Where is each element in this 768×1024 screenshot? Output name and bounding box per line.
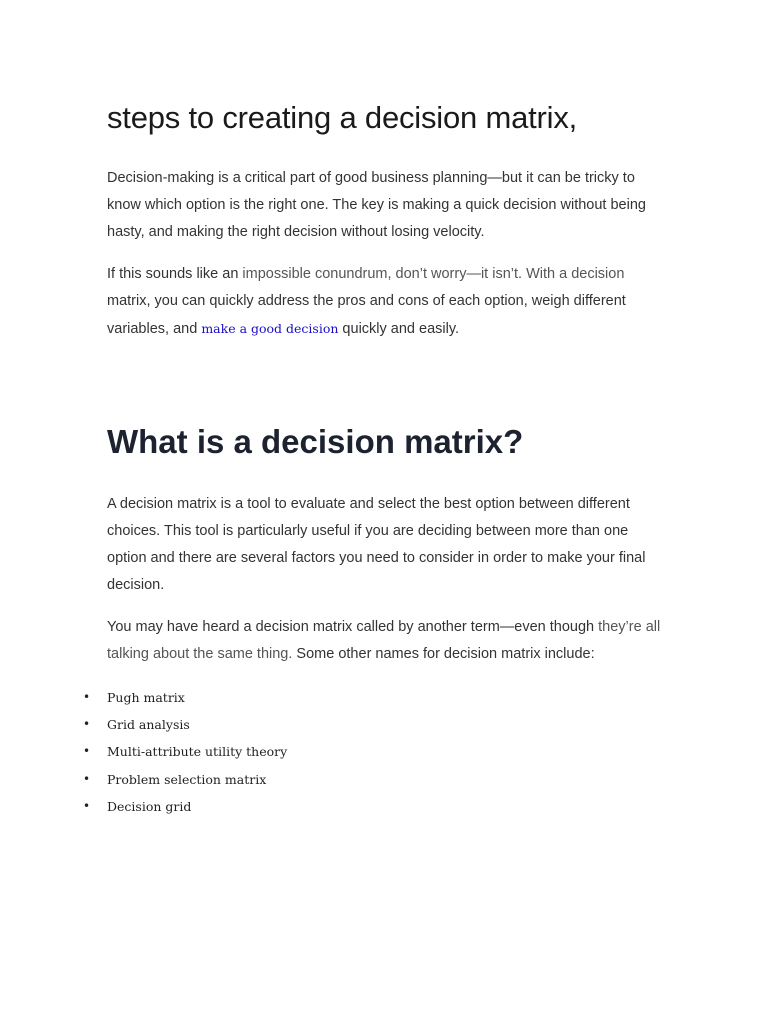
- intro-2-text-end: quickly and easily.: [338, 321, 460, 337]
- bullet-icon: •: [83, 717, 91, 732]
- bullet-icon: •: [83, 744, 91, 759]
- section-paragraph-2: [107, 614, 667, 668]
- list-item-text: Pugh matrix: [107, 690, 185, 705]
- list-item-text: Multi-attribute utility theory: [107, 744, 288, 760]
- bullet-icon: •: [83, 771, 91, 786]
- list-item-text: Problem selection matrix: [107, 771, 267, 787]
- section-heading: What is a decision matrix?: [107, 423, 524, 460]
- intro-2-text-start: If this sounds like an: [107, 266, 243, 282]
- article-body: [83, 98, 667, 820]
- intro-paragraph-1: Decision-making is a critical part of good business planning—but it can be tricky to know which option is the right one. The key is making a quick decision without being hasty, and making the right decision without losing velocity.: [107, 170, 646, 240]
- bullet-icon: •: [83, 798, 91, 813]
- bullet-icon: •: [83, 690, 91, 704]
- make-good-decision-link[interactable]: make a good decision: [201, 321, 339, 336]
- list-item: [83, 766, 667, 793]
- list-item: [83, 711, 667, 738]
- list-item: [83, 793, 667, 820]
- intro-2-muted-text: impossible conundrum, don’t worry—it isn’t. With a decision: [242, 266, 625, 282]
- section-2-text-end: Some other names for decision matrix include:: [292, 646, 595, 662]
- list-item: [83, 738, 667, 765]
- list-item: [83, 684, 667, 711]
- article-title: steps to creating a decision matrix,: [107, 100, 578, 135]
- list-item-text: Decision grid: [107, 798, 192, 814]
- intro-paragraph-2: [107, 261, 667, 343]
- section-2-text-start: You may have heard a decision matrix called by another term—even though: [107, 619, 599, 635]
- section-2-muted-text: they’re all talking about the same thing.: [107, 619, 661, 662]
- list-item-text: Grid analysis: [107, 717, 190, 733]
- section-paragraph-1: A decision matrix is a tool to evaluate and select the best option between different choices. This tool is particularly useful if you are deciding between more than one option and there are several factors you need to consider in order to make your final decision.: [107, 496, 646, 593]
- intro-2-text-middle: matrix, you can quickly address the pros and cons of each option, weigh different variables, and: [107, 293, 626, 337]
- alternate-names-list: [83, 684, 667, 820]
